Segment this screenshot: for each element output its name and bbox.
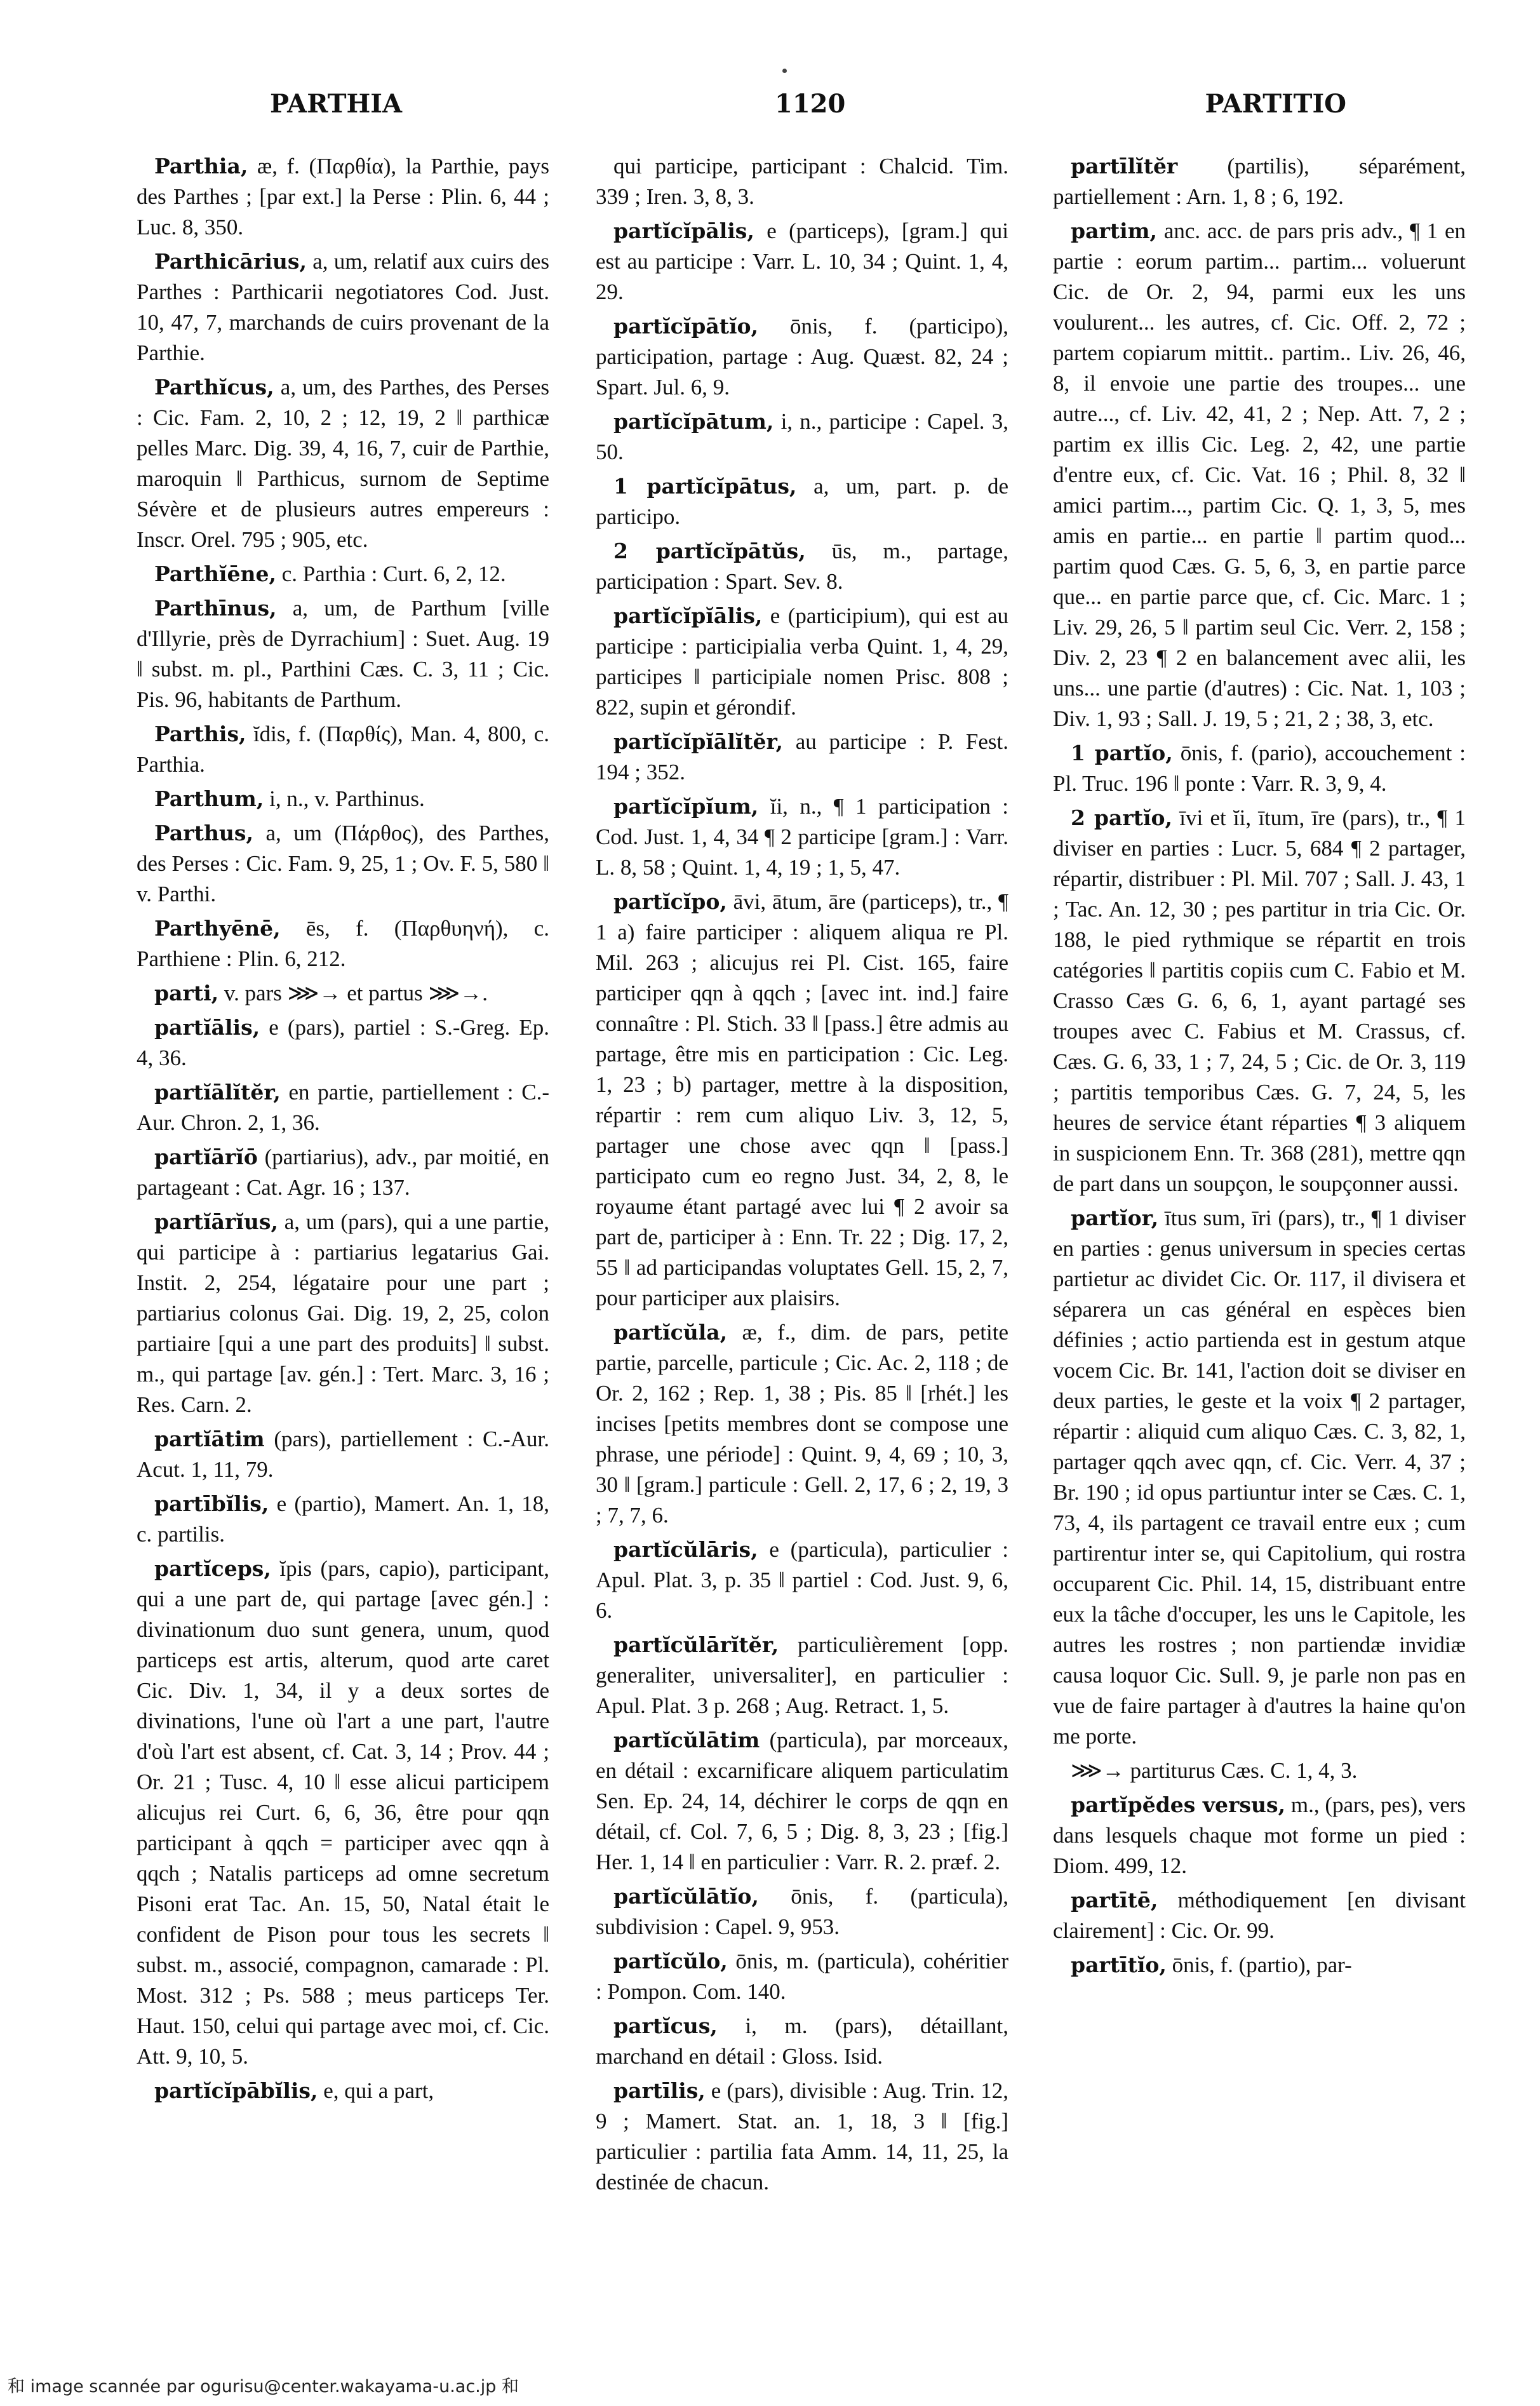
entry-headword: Parthum, xyxy=(154,786,264,811)
dictionary-entry xyxy=(1053,803,1466,1199)
dictionary-entry xyxy=(137,372,549,555)
entry-definition: āvi, ātum, āre (particeps), tr., ¶ 1 a) faire participer : aliquem aliqua re Pl. Mil. 263 ; alicujus rei Pl. Cist. 165, faire participer qqn à qqch ; [avec int. ind.] faire connaître : Pl. Stich. 33 ‖ [pass.] être admis au partage, être mis en participation : Cic. Leg. 1, 23 ; b) partager, mettre à la disposition, répartir : rem cum aliquo Liv. 3, 12, 5, partager une chose avec qqn ‖ [pass.] participato cum eo regno Just. 34, 2, 8, le royaume étant partagé avec lui ¶ 2 avoir sa part de, participer à : Enn. Tr. 22 ; Dig. 17, 2, 55 ‖ ad participandas voluptates Gell. 15, 2, 7, pour participer aux plaisirs. xyxy=(596,889,1008,1310)
dictionary-entry xyxy=(137,818,549,910)
column-middle xyxy=(596,151,1008,2323)
dictionary-entry xyxy=(596,151,1008,212)
dictionary-entry xyxy=(1053,1756,1466,1786)
entry-definition: (partiarius), adv., par moitié, en partageant : Cat. Agr. 16 ; 137. xyxy=(137,1145,549,1200)
entry-headword: 1 partĭcĭpātus, xyxy=(613,474,797,499)
entry-definition: ēs, f. (Παρθυηνή), c. Parthiene : Plin. 6, 212. xyxy=(137,916,549,971)
entry-definition: au participe : P. Fest. 194 ; 352. xyxy=(596,729,1008,784)
dictionary-entry xyxy=(1053,1885,1466,1946)
entry-definition: v. pars ⋙→ et partus ⋙→. xyxy=(218,981,488,1005)
entry-headword: Parthĭēne, xyxy=(154,561,276,586)
dictionary-entry xyxy=(596,1725,1008,1878)
entry-headword: Parthis, xyxy=(154,722,246,746)
entry-definition: c. Parthia : Curt. 6, 2, 12. xyxy=(276,561,506,586)
entry-headword: partĭātim xyxy=(154,1427,265,1451)
entry-headword: partĭceps, xyxy=(154,1556,271,1581)
entry-headword: Parthicārius, xyxy=(154,249,307,274)
entry-definition: ĭdis, f. (Παρθίς), Man. 4, 800, c. Parthia. xyxy=(137,722,549,777)
scan-credit-footer: 和 image scannée par ogurisu@center.wakayama-u.ac.jp 和 xyxy=(8,2377,519,2396)
entry-definition: e (particula), particulier : Apul. Plat. 3, p. 35 ‖ partiel : Cod. Just. 9, 6, 6. xyxy=(596,1537,1008,1623)
entry-headword: partĭcŭla, xyxy=(613,1320,728,1345)
entry-headword: partĭcĭpātĭo, xyxy=(613,314,758,339)
entry-headword: partĭcŭlātim xyxy=(613,1728,760,1752)
dictionary-entry xyxy=(596,601,1008,723)
header-first-word: PARTHIA xyxy=(270,89,403,119)
dictionary-entry xyxy=(137,978,549,1009)
entry-definition: particulièrement [opp. generaliter, universaliter], en particulier : Apul. Plat. 3 p. 268 ; Aug. Retract. 1, 5. xyxy=(596,1632,1008,1718)
entry-headword: 1 partĭo, xyxy=(1071,741,1173,765)
entry-definition: ītus sum, īri (pars), tr., ¶ 1 diviser en parties : genus universum in species certas partietur ac dividet Cic. Or. 117, il divisera et séparera un cas général en espèces bien définies ; actio partienda est in gestum atque vocem Cic. Br. 141, l'action doit se diviser en deux parties, le geste et la voix ¶ 2 partager, répartir : aliquid cum aliquo Cæs. C. 3, 82, 1, partager qqch avec qqn, cf. Cic. Verr. 4, 37 ; Br. 190 ; id opus partiuntur inter se Cæs. C. 1, 73, 4, ils partagent ce travail entre eux ; cum partirentur inter se, qui Capitolium, qui rostra occuparent Cic. Phil. 14, 15, distribuant entre eux la tâche d'occuper, les uns le Capitole, les autres les rostres ; non partiendæ invidiæ causa loquor Cic. Sull. 9, je parle non pas en vue de faire partager à d'autres la haine qu'on me porte. xyxy=(1053,1206,1466,1749)
entry-headword: partĭcŭlo, xyxy=(613,1949,728,1973)
entry-definition: e, qui a part, xyxy=(318,2078,434,2103)
running-head xyxy=(133,89,1346,127)
dictionary-entry xyxy=(1053,1203,1466,1752)
entry-definition: (partilis), séparément, partiellement : Arn. 1, 8 ; 6, 192. xyxy=(1053,154,1466,209)
entry-headword: partĭcus, xyxy=(613,2013,718,2038)
entry-definition: æ, f., dim. de pars, petite partie, parcelle, particule ; Cic. Ac. 2, 118 ; de Or. 2, 162 ; Rep. 1, 38 ; Pis. 85 ‖ [rhét.] les incises [petits membres dont se compose une phrase, une période] : Quint. 9, 4, 69 ; 10, 3, 30 ‖ [gram.] particule : Gell. 2, 17, 6 ; 2, 19, 3 ; 7, 7, 6. xyxy=(596,1320,1008,1528)
entry-definition: e (participium), qui est au participe : participialia verba Quint. 1, 4, 29, participes ‖ participiale nomen Prisc. 808 ; 822, supin et gérondif. xyxy=(596,603,1008,720)
entry-definition: a, um, relatif aux cuirs des Parthes : Parthicarii negotiatores Cod. Just. 10, 47, 7, marchands de cuirs provenant de la Parthie. xyxy=(137,249,549,365)
entry-headword: Parthia, xyxy=(154,154,248,178)
entry-definition: a, um (Πάρθος), des Parthes, des Perses : Cic. Fam. 9, 25, 1 ; Ov. F. 5, 580 ‖ v. Parthi. xyxy=(137,821,549,906)
dictionary-entry xyxy=(137,719,549,780)
dictionary-entry xyxy=(137,1554,549,2072)
dictionary-entry xyxy=(596,1535,1008,1626)
dictionary-entry xyxy=(596,791,1008,883)
dictionary-entry xyxy=(1053,1790,1466,1881)
entry-definition: (particula), par morceaux, en détail : excarnificare aliquem particulatim Sen. Ep. 24, 14, déchirer le corps de qqn en détail, cf. Col. 7, 6, 5 ; Dig. 8, 3, 23 ; [fig.] Her. 1, 14 ‖ en particulier : Varr. R. 2. præf. 2. xyxy=(596,1728,1008,1874)
entry-headword: partĭcŭlāris, xyxy=(613,1537,758,1562)
entry-definition: ⋙→ partiturus Cæs. C. 1, 4, 3. xyxy=(1071,1758,1358,1783)
entry-definition: (pars), partiellement : C.-Aur. Acut. 1, 11, 79. xyxy=(137,1427,549,1482)
page-number: 1120 xyxy=(775,89,846,119)
entry-definition: a, um, des Parthes, des Perses : Cic. Fam. 2, 10, 2 ; 12, 19, 2 ‖ parthicæ pelles Marc. Dig. 39, 4, 16, 7, cuir de Parthie, maroquin ‖ Parthicus, surnom de Septime Sévère et de plusieurs autres empereurs : Inscr. Orel. 795 ; 905, etc. xyxy=(137,375,549,552)
dictionary-entry xyxy=(137,559,549,589)
entry-definition: ōnis, f. (partio), par- xyxy=(1166,1952,1352,1977)
entry-headword: partītĭo, xyxy=(1071,1952,1167,1977)
entry-definition: i, m. (pars), détaillant, marchand en détail : Gloss. Isid. xyxy=(596,2013,1008,2069)
entry-headword: partĭārĭus, xyxy=(154,1209,278,1234)
entry-definition: ōnis, f. (pario), accouchement : Pl. Truc. 196 ‖ ponte : Varr. R. 3, 9, 4. xyxy=(1053,741,1466,796)
entry-definition: ūs, m., partage, participation : Spart. Sev. 8. xyxy=(596,539,1008,594)
entry-headword: partĭcĭpo, xyxy=(613,889,727,914)
dictionary-entry xyxy=(596,727,1008,788)
dictionary-entry xyxy=(596,407,1008,467)
entry-headword: partim, xyxy=(1071,218,1158,243)
entry-headword: partĭcĭpālis, xyxy=(613,218,754,243)
entry-definition: e (particeps), [gram.] qui est au participe : Varr. L. 10, 34 ; Quint. 1, 4, 29. xyxy=(596,218,1008,304)
entry-headword: 2 partĭcĭpātŭs, xyxy=(613,539,806,563)
entry-definition: a, um, de Parthum [ville d'Illyrie, près de Dyrrachium] : Suet. Aug. 19 ‖ subst. m. pl., Parthini Cæs. C. 3, 11 ; Cic. Pis. 96, habitants de Parthum. xyxy=(137,596,549,712)
dictionary-entry xyxy=(596,1317,1008,1531)
entry-headword: Parthĭcus, xyxy=(154,375,274,400)
entry-definition: īvi et ĭi, ītum, īre (pars), tr., ¶ 1 diviser en parties : Lucr. 5, 684 ¶ 2 partager, répartir, distribuer : Pl. Mil. 707 ; Sall. J. 43, 1 ; Tac. An. 12, 30 ; pes partitur in tria Cic. Or. 188, le pied rythmique se répartit en trois catégories ‖ partitis copiis cum C. Fabio et M. Crasso Cæs G. 6, 6, 1, ayant partagé ses troupes avec C. Fabius et M. Crassus, cf. Cæs. G. 6, 33, 1 ; 7, 24, 5 ; Cic. de Or. 3, 119 ; partitis temporibus Cæs. G. 7, 24, 5, les heures de service étant réparties ¶ 3 aliquem in suspicionem Enn. Tr. 368 (281), mettre qqn de part dans un soupçon, le soupçonner aussi. xyxy=(1053,805,1466,1196)
column-left xyxy=(137,151,549,2323)
entry-definition: ĭi, n., ¶ 1 participation : Cod. Just. 1, 4, 34 ¶ 2 participe [gram.] : Varr. L. 8, 58 ; Quint. 1, 4, 19 ; 1, 5, 47. xyxy=(596,794,1008,880)
entry-definition: ōnis, f. (particula), subdivision : Capel. 9, 953. xyxy=(596,1884,1008,1939)
entry-headword: partĭcŭlārĭtĕr, xyxy=(613,1632,779,1657)
dictionary-entry xyxy=(137,2076,549,2106)
entry-definition: i, n., v. Parthinus. xyxy=(264,786,425,811)
entry-headword: Parthus, xyxy=(154,821,253,845)
dictionary-entry xyxy=(137,1424,549,1485)
entry-headword: partīlis, xyxy=(613,2078,706,2103)
entry-definition: e (pars), divisible : Aug. Trin. 12, 9 ; Mamert. Stat. an. 1, 18, 3 ‖ [fig.] particulier : partilia fata Amm. 14, 11, 25, la destinée de chacun. xyxy=(596,2078,1008,2194)
entry-headword: partĭārĭō xyxy=(154,1145,258,1169)
entry-headword: partĭālĭtĕr, xyxy=(154,1080,281,1105)
entry-headword: partĭcĭpĭālĭtĕr, xyxy=(613,729,784,754)
entry-definition: a, um (pars), qui a une partie, qui participe à : partiarius legatarius Gai. Instit. 2, 254, légataire pour une part ; partiarius colonus Gai. Dig. 19, 2, 25, colon partiaire [qui a une part des produits] ‖ subst. m., qui partage [av. gén.] : Tert. Marc. 3, 16 ; Res. Carn. 2. xyxy=(137,1209,549,1417)
dictionary-entry xyxy=(596,1946,1008,2007)
dictionary-entry xyxy=(596,471,1008,532)
entry-definition: anc. acc. de pars pris adv., ¶ 1 en partie : eorum partim... partim... voluerunt Cic. de Or. 2, 94, parmi eux les uns voulurent... les autres, cf. Cic. Off. 2, 72 ; partem copiarum mittit.. partim.. Liv. 26, 46, 8, il envoie une partie des troupes... une autre..., cf. Liv. 42, 41, 2 ; Nep. Att. 7, 2 ; partim ex illis Cic. Leg. 2, 42, une partie d'entre eux, cf. Cic. Vat. 16 ; Phil. 8, 32 ‖ amici partim..., partim Cic. Q. 1, 3, 5, mes amis en partie... en partie ‖ partim quod... partim quod Cæs. G. 5, 6, 3, en partie parce que... en partie parce que, cf. Cic. Marc. 1 ; Liv. 29, 26, 5 ‖ partim seul Cic. Verr. 2, 158 ; Div. 2, 23 ¶ 2 en balancement avec alii, les uns... une partie (d'autres) : Cic. Nat. 1, 103 ; Div. 1, 93 ; Sall. J. 19, 5 ; 21, 2 ; 38, 3, etc. xyxy=(1053,218,1466,731)
page-mark xyxy=(782,69,787,73)
dictionary-entry xyxy=(137,246,549,368)
dictionary-entry xyxy=(596,2076,1008,2198)
entry-headword: partĭcĭpĭālis, xyxy=(613,603,763,628)
header-last-word: PARTITIO xyxy=(1205,89,1346,119)
entry-definition: æ, f. (Παρθία), la Parthie, pays des Parthes ; [par ext.] la Perse : Plin. 6, 44 ; Luc. 8, 350. xyxy=(137,154,549,239)
entry-definition: en partie, partiellement : C.-Aur. Chron. 2, 1, 36. xyxy=(137,1080,549,1135)
entry-headword: Parthīnus, xyxy=(154,596,277,621)
dictionary-entry xyxy=(1053,738,1466,799)
entry-headword: partĭor, xyxy=(1071,1206,1159,1230)
entry-definition: i, n., participe : Capel. 3, 50. xyxy=(596,409,1008,464)
dictionary-entry xyxy=(137,784,549,814)
dictionary-entry xyxy=(137,151,549,243)
entry-headword: partĭcĭpātum, xyxy=(613,409,774,434)
dictionary-entry xyxy=(137,1012,549,1073)
dictionary-entry xyxy=(137,1077,549,1138)
entry-headword: partĭpĕdes versus, xyxy=(1071,1792,1286,1817)
entry-headword: Parthyēnē, xyxy=(154,916,281,941)
entry-definition: ĭpis (pars, capio), participant, qui a une part de, qui partage [avec gén.] : divinationum duo sunt genera, unum, quod particeps est artis, alterum, quod arte caret Cic. Div. 1, 34, il y a deux sortes de divinations, l'une où l'art a une part, l'autre d'où l'art est absent, cf. Cat. 3, 14 ; Prov. 44 ; Or. 21 ; Tusc. 4, 10 ‖ esse alicui participem alicujus rei Curt. 6, 6, 36, être pour qqn participant à qqch = participer avec qqn à qqch ; Natalis particeps ad omne secretum Pisoni erat Tac. An. 15, 50, Natal était le confident de Pison pour tous les secrets ‖ subst. m., associé, compagnon, camarade : Pl. Most. 312 ; Ps. 588 ; meus particeps Ter. Haut. 150, celui qui partage avec moi, cf. Cic. Att. 9, 10, 5. xyxy=(137,1556,549,2069)
entry-definition: qui participe, participant : Chalcid. Tim. 339 ; Iren. 3, 8, 3. xyxy=(596,154,1008,209)
entry-definition: a, um, part. p. de participo. xyxy=(596,474,1008,529)
dictionary-entry xyxy=(137,1489,549,1550)
dictionary-entry xyxy=(137,1207,549,1420)
dictionary-entry xyxy=(137,1142,549,1203)
dictionary-entry xyxy=(596,1630,1008,1721)
dictionary-entry xyxy=(596,2011,1008,2072)
entry-definition: ōnis, m. (particula), cohéritier : Pompon. Com. 140. xyxy=(596,1949,1008,2004)
dictionary-entry xyxy=(1053,216,1466,734)
dictionary-entry xyxy=(1053,151,1466,212)
entry-headword: partībĭlis, xyxy=(154,1491,269,1516)
dictionary-entry xyxy=(596,536,1008,597)
entry-definition: e (pars), partiel : S.-Greg. Ep. 4, 36. xyxy=(137,1015,549,1070)
entry-definition: m., (pars, pes), vers dans lesquels chaque mot forme un pied : Diom. 499, 12. xyxy=(1053,1792,1466,1878)
entry-headword: partĭālis, xyxy=(154,1015,260,1040)
entry-definition: e (partio), Mamert. An. 1, 18, c. partilis. xyxy=(137,1491,549,1547)
entry-headword: partĭcŭlātĭo, xyxy=(613,1884,759,1909)
dictionary-entry xyxy=(137,913,549,974)
entry-headword: partītē, xyxy=(1071,1888,1158,1912)
dictionary-entry xyxy=(596,311,1008,403)
dictionary-entry xyxy=(1053,1950,1466,1980)
dictionary-entry xyxy=(596,216,1008,307)
entry-definition: ōnis, f. (participo), participation, partage : Aug. Quæst. 82, 24 ; Spart. Jul. 6, 9. xyxy=(596,314,1008,400)
dictionary-entry xyxy=(596,1881,1008,1942)
dictionary-entry xyxy=(137,593,549,715)
entry-headword: partĭcĭpābĭlis, xyxy=(154,2078,318,2103)
entry-headword: partīlĭtĕr xyxy=(1071,154,1178,178)
entry-headword: partĭcĭpĭum, xyxy=(613,794,759,819)
entry-definition: méthodiquement [en divisant clairement] : Cic. Or. 99. xyxy=(1053,1888,1466,1943)
entry-headword: parti, xyxy=(154,981,219,1005)
dictionary-entry xyxy=(596,887,1008,1314)
entry-headword: 2 partĭo, xyxy=(1071,805,1173,830)
column-right xyxy=(1053,151,1466,2323)
